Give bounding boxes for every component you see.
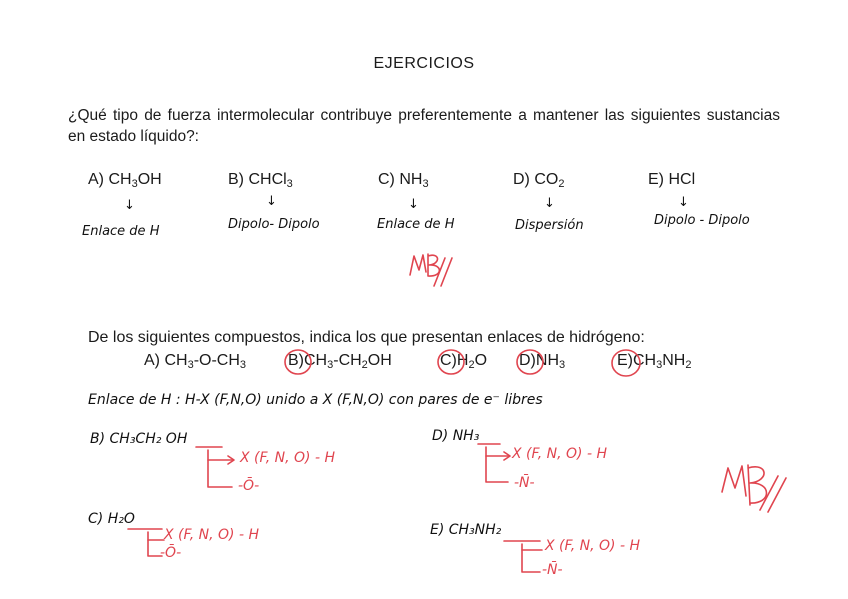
q1-option-c-label: C) xyxy=(378,171,395,188)
note-d-xh: X (F, N, O) - H xyxy=(512,446,607,462)
answer-circle xyxy=(517,350,543,374)
q2-option-b-formula: $CH_3-CH_2OH$ xyxy=(304,352,392,371)
q1-option-e-label: E) xyxy=(648,171,664,188)
note-c-xh: X (F, N, O) - H xyxy=(164,527,259,543)
q1-option-b-formula: CHCl$_3$ xyxy=(248,171,293,190)
note-e-xh: X (F, N, O) - H xyxy=(545,538,640,554)
q1-answer-b: Dipolo- Dipolo xyxy=(228,217,320,232)
arrow-down-icon: ↓ xyxy=(678,195,689,210)
note-rule: Enlace de H : H-X (F,N,O) unido a X (F,N,O) con pares de e⁻ libres xyxy=(88,392,543,408)
question-1-text: ¿Qué tipo de fuerza intermolecular contribuye preferentemente a mantener las siguientes sustancias en estado líquido?: xyxy=(68,107,780,145)
arrow-down-icon: ↓ xyxy=(124,198,135,213)
q2-option-a-label: A) xyxy=(144,352,160,369)
q1-answer-e: Dipolo - Dipolo xyxy=(654,213,750,228)
q2-option-e-label: E) xyxy=(617,352,633,369)
q1-option-a-formula: $CH_3OH$ xyxy=(108,171,162,190)
q1-option-a-label: A) xyxy=(88,171,104,188)
arrow-down-icon: ↓ xyxy=(408,197,419,212)
connector-mark xyxy=(522,544,540,572)
q1-answer-c: Enlace de H xyxy=(377,217,455,232)
q2-option-c-label: C) xyxy=(440,352,457,369)
q1-option-b-label: B) xyxy=(228,171,244,188)
note-b-label: B) CH₃CH₂ OH xyxy=(90,431,188,447)
page-title: EJERCICIOS xyxy=(373,55,475,72)
q1-option-e-formula: HCl xyxy=(668,171,696,188)
question-2-text: De los siguientes compuestos, indica los que presentan enlaces de hidrógeno: xyxy=(88,329,645,346)
arrow-down-icon: ↓ xyxy=(544,196,555,211)
q2-option-c-formula: $H_2O$ xyxy=(456,352,488,371)
answer-circle xyxy=(285,350,311,374)
answer-circle xyxy=(612,350,640,376)
q1-answer-a: Enlace de H xyxy=(82,224,160,239)
arrow-down-icon: ↓ xyxy=(266,194,277,209)
q1-option-d-label: D) xyxy=(513,171,530,188)
note-d-label: D) NH₃ xyxy=(432,428,480,444)
q2-option-a-formula: $CH_3-O-CH_3$ xyxy=(164,352,247,371)
q2-option-b-label: B) xyxy=(288,352,304,369)
q2-option-d-label: D) xyxy=(519,352,536,369)
note-b-xh: X (F, N, O) - H xyxy=(240,450,335,466)
q1-option-d-formula: $CO_2$ xyxy=(534,171,565,190)
note-c-o: -Ō- xyxy=(160,545,182,561)
signature-mark xyxy=(722,465,786,512)
q1-option-c-formula: $NH_3$ xyxy=(399,171,429,190)
connector-mark xyxy=(148,532,162,556)
note-c-label: C) H₂O xyxy=(88,511,135,527)
signature-mark xyxy=(410,254,452,286)
q1-answer-d: Dispersión xyxy=(515,218,584,233)
answer-circle xyxy=(438,350,464,374)
note-e-n: -N̄- xyxy=(542,562,563,578)
q2-option-e-formula: $CH_3NH_2$ xyxy=(633,352,692,371)
note-d-n: -N̄- xyxy=(514,475,535,491)
q2-option-d-formula: $NH_3$ xyxy=(535,352,566,371)
note-b-o: -Ō- xyxy=(238,478,260,494)
note-e-label: E) CH₃NH₂ xyxy=(430,522,502,538)
